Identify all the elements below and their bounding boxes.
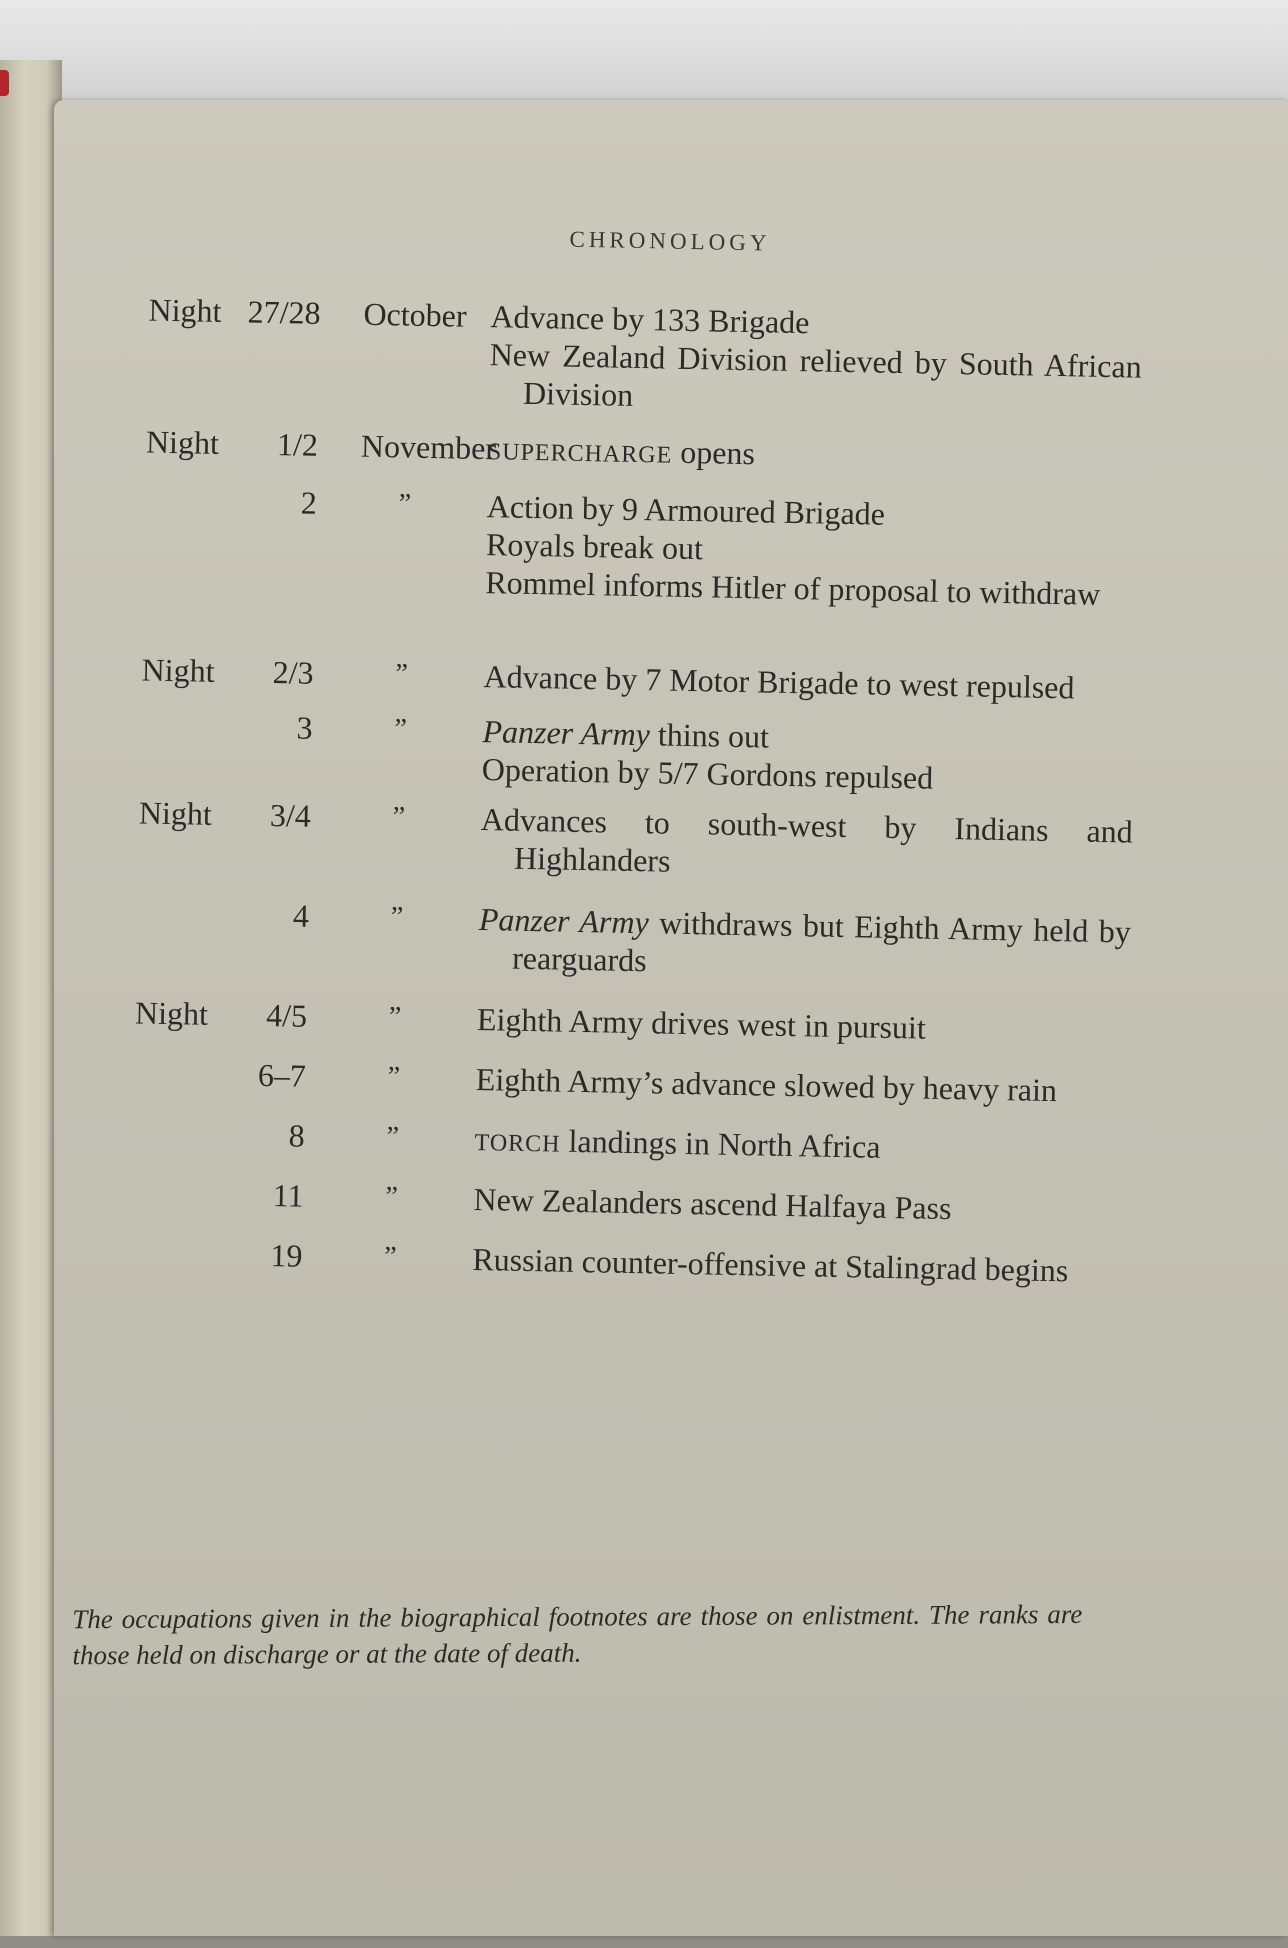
event-text bbox=[474, 1120, 1127, 1175]
event-text bbox=[472, 1240, 1125, 1291]
footnote: The occupations given in the biographical footnotes are those on enlistment. The ranks are those held on discharge or at the date of death. bbox=[72, 1598, 1083, 1671]
event-text bbox=[483, 657, 1136, 708]
entry-date: 3 bbox=[296, 709, 313, 746]
event-fragment: thins out bbox=[649, 716, 770, 755]
event-text bbox=[475, 1060, 1128, 1111]
entry-date: 2/3 bbox=[272, 654, 314, 691]
entry-month: November bbox=[360, 427, 497, 467]
chronology-entry bbox=[0, 891, 1275, 979]
entry-night: Night bbox=[134, 994, 209, 1032]
entry-events bbox=[480, 800, 1133, 889]
entry-date: 27/28 bbox=[247, 293, 321, 331]
page-heading: CHRONOLOGY bbox=[569, 226, 771, 256]
event-fragment: Rommel informs Hitler of proposal to withdraw bbox=[485, 564, 1101, 612]
entry-date: 4 bbox=[292, 897, 310, 934]
entry-events bbox=[478, 900, 1131, 989]
event-text bbox=[478, 900, 1131, 989]
entry-month: ” bbox=[385, 1181, 399, 1213]
entry-events bbox=[481, 712, 1134, 801]
chronology-entry bbox=[0, 648, 1280, 706]
event-text bbox=[473, 1180, 1126, 1231]
event-fragment: withdraws but Eighth Army held by rearguards bbox=[511, 904, 1132, 979]
entry-events bbox=[489, 297, 1143, 423]
event-fragment: TORCH bbox=[474, 1129, 561, 1158]
chronology-entry bbox=[0, 288, 1287, 413]
entry-date: 8 bbox=[288, 1117, 306, 1154]
event-fragment: Advances to south-west by Indians and Highlanders bbox=[480, 801, 1134, 879]
event-fragment: Advance by 133 Brigade bbox=[490, 298, 810, 341]
entry-night: Night bbox=[141, 651, 215, 689]
entry-month: October bbox=[363, 295, 467, 334]
event-text bbox=[480, 800, 1133, 889]
event-fragment: SUPERCHARGE bbox=[487, 439, 673, 469]
event-fragment: New Zealand Division relieved by South African Division bbox=[489, 336, 1143, 413]
entry-date: 6–7 bbox=[257, 1056, 307, 1094]
event-text bbox=[488, 429, 1141, 484]
chronology-entry bbox=[0, 1231, 1269, 1289]
entry-month: ” bbox=[388, 1001, 402, 1033]
entry-night: Night bbox=[145, 423, 220, 461]
entry-events bbox=[474, 1120, 1127, 1175]
event-fragment: Panzer Army bbox=[482, 713, 651, 753]
entry-date: 1/2 bbox=[276, 426, 319, 463]
event-fragment: New Zealanders ascend Halfaya Pass bbox=[473, 1180, 952, 1227]
entry-night: Night bbox=[138, 794, 213, 832]
event-fragment: Panzer Army bbox=[478, 901, 650, 941]
entry-date: 11 bbox=[272, 1177, 304, 1214]
entry-events bbox=[483, 657, 1136, 708]
entry-month: ” bbox=[395, 658, 409, 690]
entry-month: ” bbox=[394, 713, 408, 745]
event-fragment: opens bbox=[671, 433, 756, 472]
event-fragment: Advance by 7 Motor Brigade to west repulsed bbox=[483, 658, 1075, 706]
entry-date: 19 bbox=[270, 1237, 303, 1274]
entry-events bbox=[488, 429, 1141, 484]
event-fragment: Action by 9 Armoured Brigade bbox=[486, 488, 886, 532]
entry-month: ” bbox=[392, 801, 406, 833]
event-fragment: Royals break out bbox=[485, 526, 704, 567]
event-fragment: Operation by 5/7 Gordons repulsed bbox=[481, 751, 934, 796]
event-fragment: landings in North Africa bbox=[560, 1122, 881, 1165]
chronology-entry bbox=[0, 420, 1284, 472]
event-fragment: Russian counter-offensive at Stalingrad begins bbox=[472, 1240, 1069, 1289]
entry-events bbox=[472, 1240, 1125, 1291]
chronology-entry bbox=[0, 1111, 1271, 1165]
entry-events bbox=[475, 1060, 1128, 1111]
event-fragment: Eighth Army’s advance slowed by heavy rain bbox=[475, 1061, 1058, 1109]
entry-month: ” bbox=[387, 1061, 401, 1093]
chronology-entry bbox=[0, 1051, 1272, 1109]
event-fragment: Eighth Army drives west in pursuit bbox=[476, 1001, 927, 1046]
entry-month: ” bbox=[386, 1121, 400, 1153]
entry-night: Night bbox=[148, 291, 222, 329]
entry-date: 4/5 bbox=[265, 996, 308, 1034]
entry-month: ” bbox=[398, 488, 412, 520]
entry-month: ” bbox=[383, 1241, 397, 1273]
chronology-entry bbox=[0, 991, 1273, 1046]
chronology-entry bbox=[0, 1171, 1270, 1227]
entry-month: ” bbox=[390, 901, 404, 933]
event-text bbox=[489, 335, 1142, 424]
event-text bbox=[477, 1000, 1130, 1051]
entry-date: 3/4 bbox=[269, 797, 312, 834]
entry-date: 2 bbox=[300, 484, 318, 521]
entry-events bbox=[485, 487, 1139, 613]
entry-events bbox=[473, 1180, 1126, 1231]
entry-events bbox=[477, 1000, 1130, 1051]
